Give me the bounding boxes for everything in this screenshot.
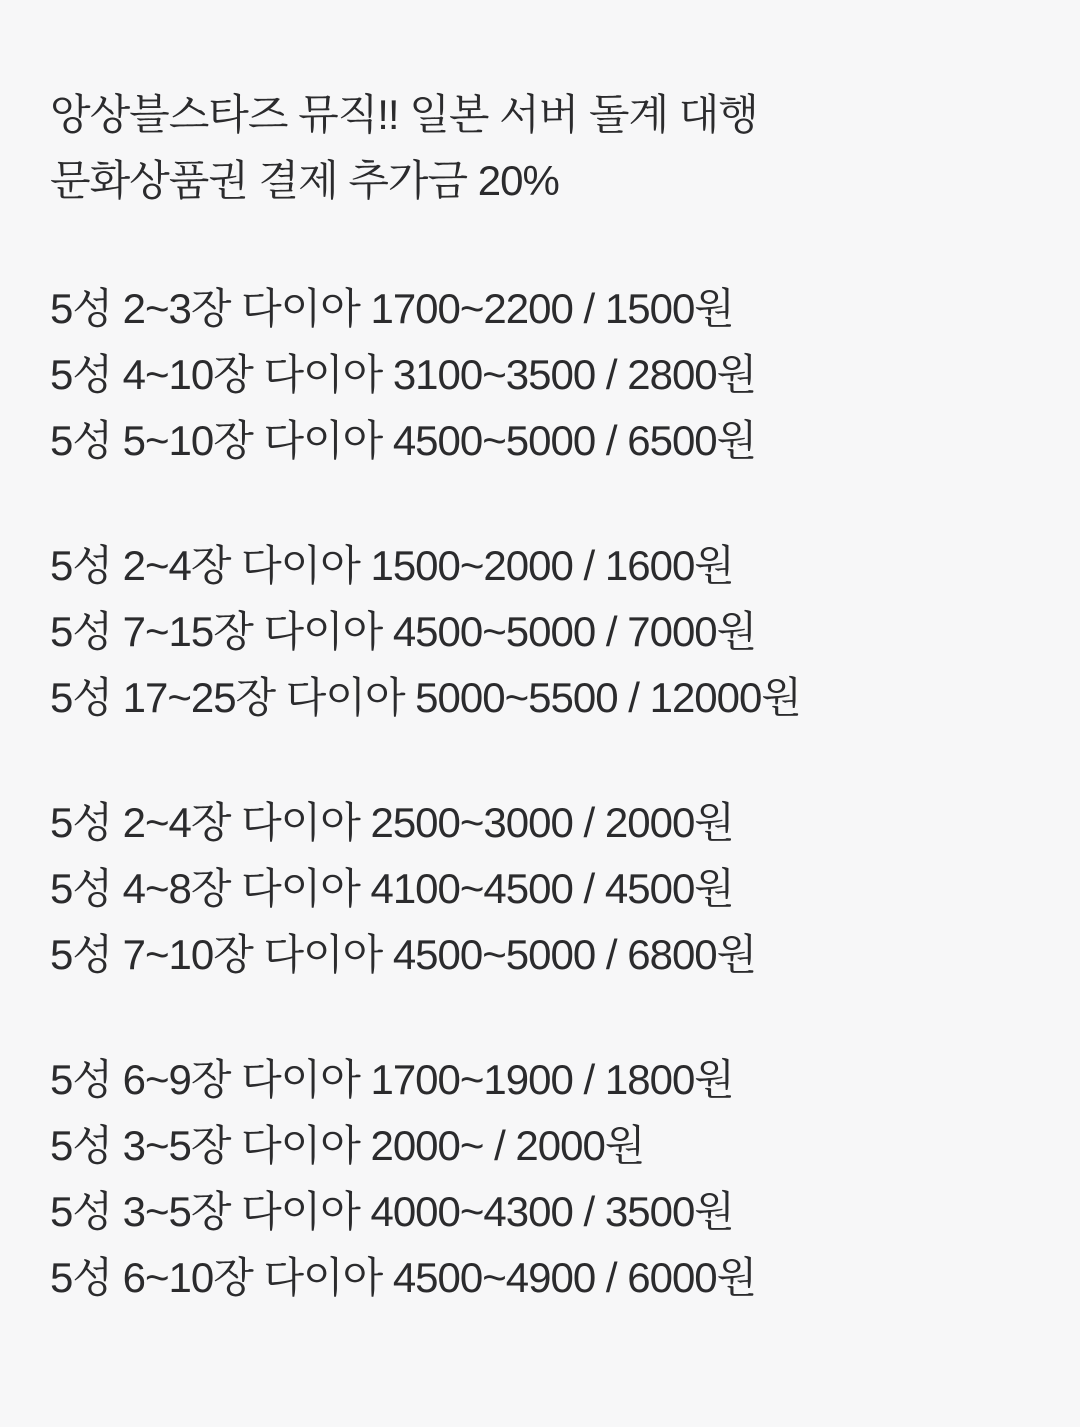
price-line: 5성 6~9장 다이아 1700~1900 / 1800원 [50,1056,734,1103]
price-group-3 [50,790,1050,988]
surcharge-note: 문화상품권 결제 추가금 20% [50,157,559,204]
notice-header [50,82,1050,214]
price-line: 5성 2~3장 다이아 1700~2200 / 1500원 [50,285,734,332]
price-group-4 [50,1047,1050,1311]
price-line: 5성 6~10장 다이아 4500~4900 / 6000원 [50,1254,757,1301]
price-line: 5성 3~5장 다이아 2000~ / 2000원 [50,1122,645,1169]
price-group-2 [50,533,1050,731]
price-group-1 [50,276,1050,474]
price-line: 5성 5~10장 다이아 4500~5000 / 6500원 [50,417,757,464]
price-line: 5성 2~4장 다이아 1500~2000 / 1600원 [50,542,734,589]
price-line: 5성 2~4장 다이아 2500~3000 / 2000원 [50,799,734,846]
price-line: 5성 7~15장 다이아 4500~5000 / 7000원 [50,608,757,655]
price-line: 5성 4~8장 다이아 4100~4500 / 4500원 [50,865,734,912]
price-line: 5성 3~5장 다이아 4000~4300 / 3500원 [50,1188,734,1235]
price-line: 5성 4~10장 다이아 3100~3500 / 2800원 [50,351,757,398]
notice-title: 앙상블스타즈 뮤직!! 일본 서버 돌계 대행 [50,91,758,138]
price-line: 5성 17~25장 다이아 5000~5500 / 12000원 [50,674,801,721]
price-line: 5성 7~10장 다이아 4500~5000 / 6800원 [50,931,757,978]
